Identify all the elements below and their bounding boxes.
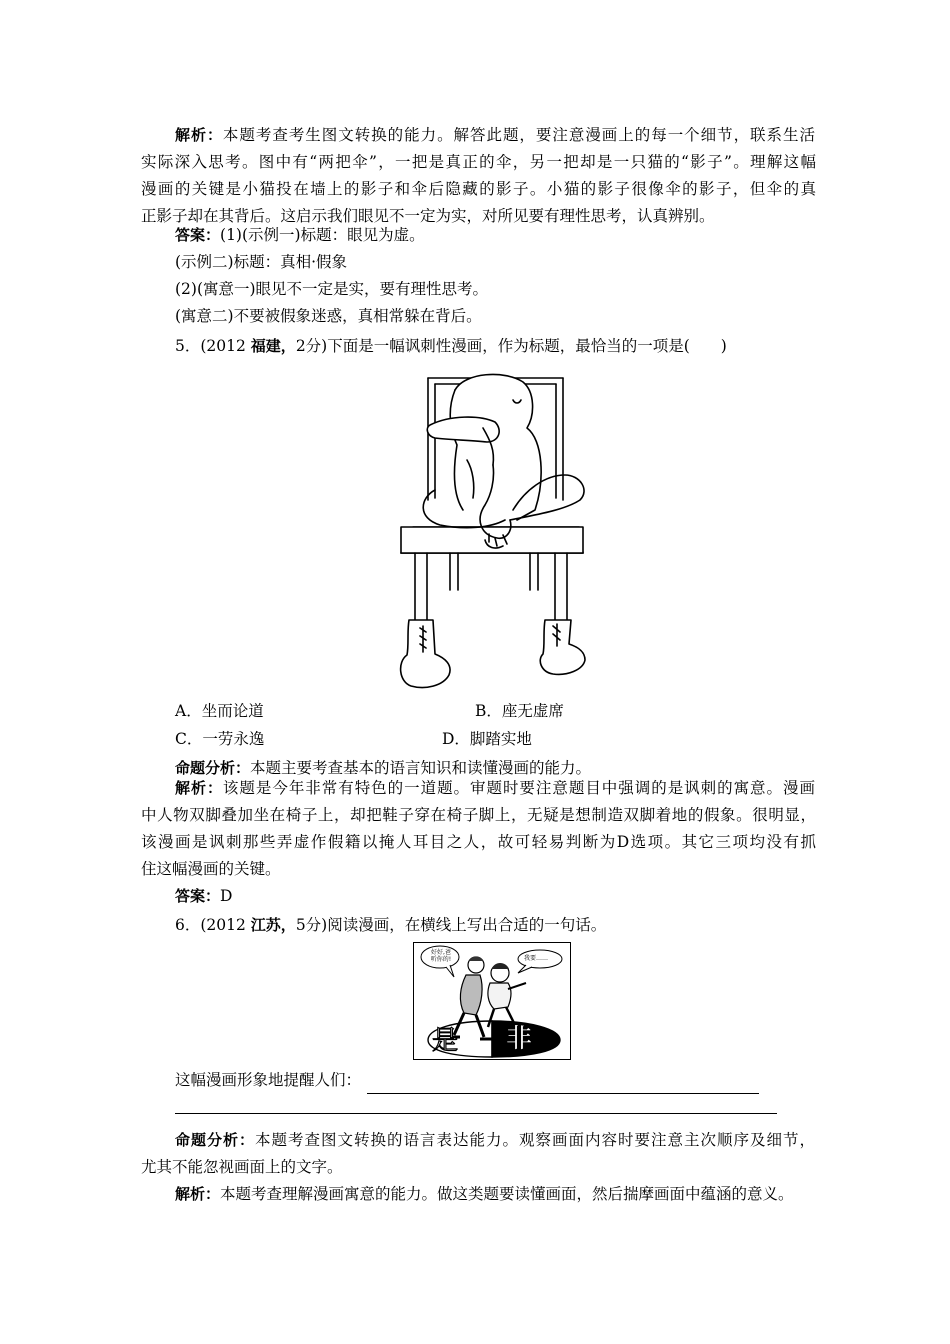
q4-analysis-label: 解析： [175, 126, 223, 144]
q5-analysis-line-2: 中人物双脚叠加坐在椅子上，却把鞋子穿在椅子脚上，无疑是想制造双脚着地的假象。很明显， [141, 806, 816, 824]
q6-bubble-right: 我要…… [524, 955, 549, 962]
q5-analysis-line-3: 该漫画是讽刺那些弄虚作假籍以掩人耳目之人，故可轻易判断为D选项。其它三项均没有抓 [141, 833, 816, 851]
q5-option-d: D．脚踏实地 [442, 730, 532, 748]
q5-answer: 答案：D [175, 887, 233, 905]
q5-intent: 命题分析：本题主要考查基本的语言知识和读懂漫画的能力。 [175, 759, 592, 777]
q6-shi-char: 是 [432, 1026, 459, 1056]
q6-answer-blank-1[interactable] [367, 1075, 759, 1094]
q5-analysis-line-4: 住这幅漫画的关键。 [141, 860, 281, 878]
q4-answer-line-2: (示例二)标题：真相·假象 [175, 253, 348, 271]
q6-answer-blank-2[interactable] [175, 1113, 777, 1114]
q4-answer-line-4: (寓意二)不要被假象迷惑，真相常躲在背后。 [175, 307, 482, 325]
q5-cartoon-image [395, 370, 595, 695]
q6-intent-line-1: 命题分析：本题考查图文转换的语言表达能力。观察画面内容时要注意主次顺序及细节， [175, 1131, 815, 1149]
q5-option-a: A．坐而论道 [175, 702, 264, 720]
q4-analysis-line-3: 漫画的关键是小猫投在墙上的影子和伞后隐藏的影子。小猫的影子很像伞的影子，但伞的真 [141, 180, 816, 198]
q4-answer-line-3: (2)(寓意一)眼见不一定是实，要有理性思考。 [175, 280, 489, 298]
q6-analysis: 解析：本题考查理解漫画寓意的能力。做这类题要读懂画面，然后揣摩画面中蕴涵的意义。 [175, 1185, 794, 1203]
q6-prompt: 这幅漫画形象地提醒人们： [175, 1067, 815, 1094]
q5-stem: 5．(2012 福建，2分)下面是一幅讽刺性漫画，作为标题，最恰当的一项是( ) [175, 337, 727, 355]
q5-option-b: B．座无虚席 [475, 702, 564, 720]
q5-option-c: C．一劳永逸 [175, 730, 265, 748]
q6-bubble-left: 好好,爸 听你的! [430, 949, 452, 963]
q5-analysis-line-1: 解析：该题是今年非常有特色的一道题。审题时要注意题目中强调的是讽刺的寓意。漫画 [175, 779, 815, 797]
q6-intent-line-2: 尤其不能忽视画面上的文字。 [141, 1158, 343, 1176]
q4-answer-line-1: 答案：(1)(示例一)标题：眼见为虚。 [175, 226, 425, 244]
q6-fei-char: 非 [506, 1024, 533, 1054]
q4-analysis-line-2: 实际深入思考。图中有“两把伞”，一把是真正的伞，另一把却是一只猫的“影子”。理解这幅 [141, 153, 816, 171]
q6-cartoon-image [413, 942, 571, 1060]
q4-analysis-line-1: 解析：本题考查考生图文转换的能力。解答此题，要注意漫画上的每一个细节，联系生活 [175, 126, 815, 144]
q4-analysis-line-4: 正影子却在其背后。这启示我们眼见不一定为实，对所见要有理性思考，认真辨别。 [141, 207, 715, 225]
q6-stem: 6．(2012 江苏，5分)阅读漫画，在横线上写出合适的一句话。 [175, 916, 607, 934]
q4-answer-label: 答案： [175, 226, 221, 244]
